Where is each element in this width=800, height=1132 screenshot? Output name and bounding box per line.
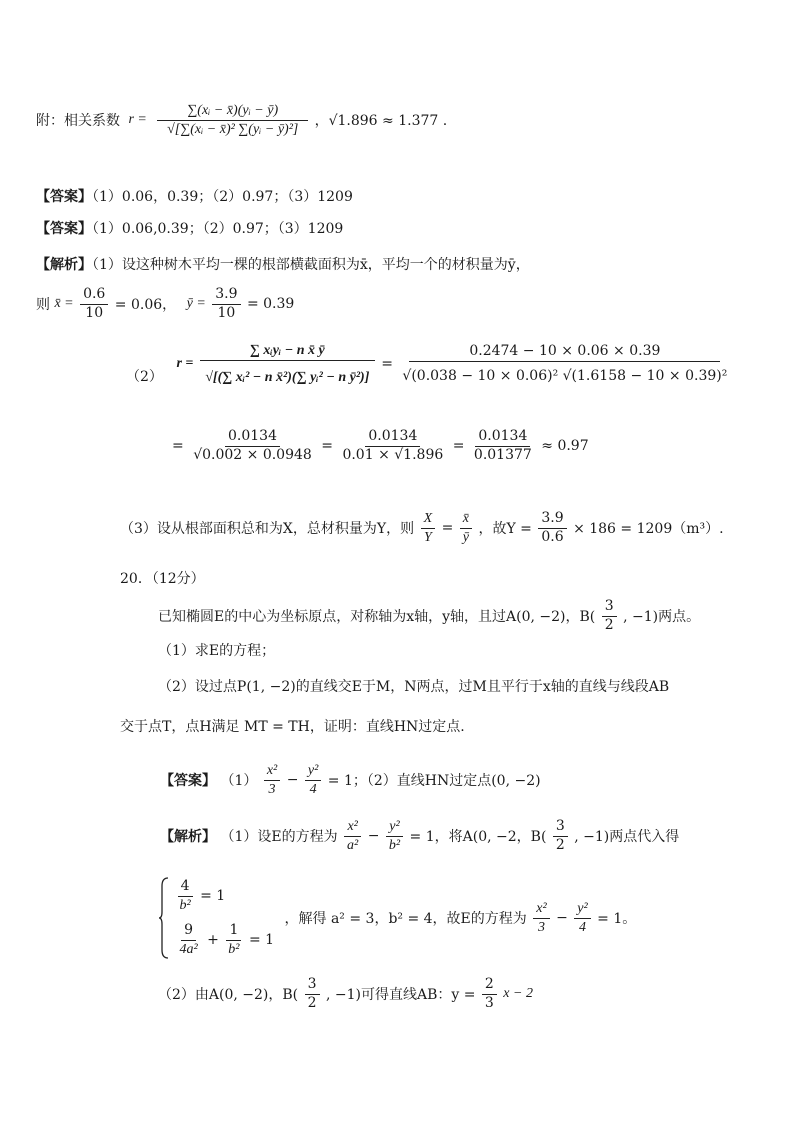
equals-sign: = <box>172 438 184 454</box>
fraction-denominator: √0.002 × 0.0948 <box>193 446 312 463</box>
appendix-lead: 附：相关系数 <box>36 113 120 129</box>
answer-tag: 【答案】 <box>160 773 216 789</box>
fraction-denominator: 0.01377 <box>473 446 532 463</box>
ratio-fraction-3 <box>538 510 566 546</box>
answer-text: = 1；（2）直线HN过定点(0, −2) <box>327 773 541 789</box>
fraction-denominator: ȳ <box>462 529 469 545</box>
fraction-numerator: 3 <box>553 818 568 837</box>
r-result: ≈ 0.97 <box>541 438 589 454</box>
fraction-numerator: 0.0134 <box>475 428 530 447</box>
fraction-numerator: 0.0134 <box>225 428 280 447</box>
xbar-fraction <box>80 286 108 322</box>
answer-part-label: （1） <box>220 773 258 789</box>
solution-text: ，解得 a² = 3，b² = 4，故E的方程为 <box>284 911 527 927</box>
equals-sign: = <box>321 438 333 454</box>
fraction-denominator: 2 <box>307 994 317 1011</box>
equals-sign: = <box>441 520 454 536</box>
stem-text: 已知椭圆E的中心为坐标原点，对称轴为x轴，y轴，且过A(0, −2)，B( <box>158 609 596 625</box>
point-b-fraction <box>553 818 568 854</box>
sub-question-2: （2）设过点P(1, −2)的直线交E于M，N两点，过M且平行于x轴的直线与线段AB <box>158 679 670 695</box>
computation-fraction-1 <box>190 428 315 464</box>
derivation-tail: x − 2 <box>503 986 533 1001</box>
analysis-tag: 【解析】 <box>160 829 216 845</box>
fraction-denominator: 0.01 × √1.896 <box>342 446 444 463</box>
fraction-denominator: b² <box>228 941 240 957</box>
question-stem <box>158 598 700 634</box>
fraction-numerator: 3.9 <box>212 286 240 305</box>
fraction-numerator: x̄ <box>460 510 472 529</box>
point-b-fraction <box>305 976 320 1012</box>
fraction-denominator: 3 <box>537 919 545 935</box>
slope-fraction <box>482 976 497 1012</box>
correlation-fraction <box>157 102 308 138</box>
fraction-numerator: 2 <box>482 976 497 995</box>
fraction-numerator: x² <box>264 762 280 781</box>
fraction-numerator: 0.0134 <box>365 428 420 447</box>
ellipse-term-y <box>305 762 321 798</box>
fraction-denominator: b² <box>179 897 191 913</box>
r-label: r = <box>176 356 194 371</box>
sqrt-note: ，√1.896 ≈ 1.377 . <box>314 113 448 129</box>
xbar-value: = 0.06， <box>114 297 177 313</box>
mean-values-line <box>36 286 294 322</box>
answer-tag: 【答案】 <box>36 221 92 237</box>
fraction-denominator: 4a² <box>179 941 198 957</box>
fraction-denominator: 2 <box>604 616 614 633</box>
fraction-denominator: b² <box>388 837 401 853</box>
correlation-denominator: √[∑(xᵢ − x̄)² ∑(yᵢ − ȳ)²] <box>167 121 299 137</box>
correlation-numerator: ∑(xᵢ − x̄)(yᵢ − ȳ) <box>157 102 308 121</box>
r-right-denominator: √(0.038 − 10 × 0.06)² √(1.6158 − 10 × 0.39)² <box>402 367 728 384</box>
analysis-line-1 <box>36 254 530 274</box>
fraction-denominator: 4 <box>309 781 317 797</box>
analysis-text: （1）设E的方程为 <box>220 829 338 845</box>
fraction-numerator: 0.6 <box>80 286 108 305</box>
answer-text: （1）0.06，0.39；（2）0.97；（3）1209 <box>92 189 353 205</box>
fraction-numerator: y² <box>305 762 321 781</box>
part3-text: （3）设从根部面积总和为X，总材积量为Y，则 <box>120 521 415 537</box>
minus-sign: − <box>286 772 299 788</box>
stem-tail: , −1)两点。 <box>623 609 701 625</box>
analysis-text: （1）设这种树木平均一棵的根部横截面积为x̄，平均一个的材积量为ȳ， <box>92 257 530 273</box>
fraction-numerator: 3 <box>305 976 320 995</box>
fraction-numerator: 4 <box>178 878 193 897</box>
fraction-denominator: 10 <box>85 304 104 321</box>
minus-sign: − <box>556 910 568 926</box>
fraction-denominator: a² <box>347 837 359 853</box>
ellipse-term-x <box>264 762 280 798</box>
r-formula-line <box>126 342 732 386</box>
part3-line <box>120 510 724 546</box>
solution-tail: = 1。 <box>597 911 637 927</box>
answer-line-3 <box>160 762 541 798</box>
result-term-x <box>533 900 549 936</box>
fraction-denominator: 3 <box>484 994 494 1011</box>
answer-text: （1）0.06,0.39；（2）0.97；（3）1209 <box>92 221 344 237</box>
fraction-numerator: X <box>421 510 436 529</box>
therefore-text: ，故Y = <box>478 521 532 537</box>
answer-line-2 <box>36 218 343 238</box>
equation-system-line <box>158 876 636 960</box>
system-row-1-fraction <box>176 878 193 914</box>
left-brace <box>158 876 170 960</box>
general-term-y <box>386 818 403 854</box>
fraction-denominator: 4 <box>579 919 586 935</box>
fraction-numerator: 3 <box>602 598 617 617</box>
system-row-1-value: = 1 <box>200 888 226 904</box>
question-number: 20．（12分） <box>120 571 205 587</box>
general-term-x <box>344 818 361 854</box>
ratio-fraction-1 <box>421 510 436 546</box>
derivation-text: , −1)可得直线AB：y = <box>325 987 476 1003</box>
analysis-line-2 <box>160 818 679 854</box>
r-right-fraction <box>399 343 730 385</box>
r-right-numerator: 0.2474 − 10 × 0.06 × 0.39 <box>409 343 720 362</box>
result-term-y <box>574 900 590 936</box>
analysis-text: = 1，将A(0, −2，B( <box>409 829 547 845</box>
system-row-2-value: = 1 <box>248 932 275 948</box>
fraction-denominator: 2 <box>555 836 565 853</box>
part-label: （2） <box>126 369 163 385</box>
minus-sign: − <box>367 828 380 844</box>
r-left-numerator: ∑ xᵢyᵢ − n x̄ ȳ <box>200 342 375 361</box>
derivation-text: （2）由A(0, −2)，B( <box>158 987 299 1003</box>
sub-question-1: （1）求E的方程； <box>158 643 276 659</box>
plus-sign: + <box>207 932 219 948</box>
ratio-fraction-2 <box>460 510 472 546</box>
equals-sign: = <box>452 438 465 454</box>
point-b-fraction <box>602 598 617 634</box>
system-row-2-fraction-a <box>176 922 200 958</box>
system-row-2-fraction-b <box>225 922 242 958</box>
computation-fraction-2 <box>339 428 446 464</box>
fraction-denominator: 0.6 <box>541 528 564 545</box>
fraction-denominator: 10 <box>217 304 236 321</box>
fraction-numerator: 9 <box>181 922 196 941</box>
analysis-text: , −1)两点代入得 <box>574 829 680 845</box>
answer-line-1 <box>36 186 353 206</box>
appendix-r-eq: r = <box>128 112 147 127</box>
ybar-label: ȳ = <box>186 296 206 311</box>
fraction-denominator: Y <box>423 529 432 545</box>
fraction-numerator: x² <box>533 900 549 919</box>
r-computation-line <box>172 428 589 464</box>
fraction-numerator: y² <box>574 900 590 919</box>
fraction-numerator: x² <box>344 818 360 837</box>
answer-tag: 【答案】 <box>36 189 92 205</box>
prefix-text: 则 <box>36 297 50 313</box>
analysis-tag: 【解析】 <box>36 257 92 273</box>
fraction-denominator: 3 <box>268 781 276 797</box>
computation-fraction-3 <box>471 428 535 464</box>
part3-result: × 186 = 1209（m³）. <box>573 521 724 537</box>
r-left-fraction <box>200 342 375 386</box>
correlation-formula-line <box>36 102 447 138</box>
ybar-value: = 0.39 <box>246 296 295 312</box>
xbar-label: x̄ = <box>54 296 74 311</box>
fraction-numerator: 3.9 <box>538 510 566 529</box>
fraction-numerator: 1 <box>226 922 241 941</box>
r-left-denominator: √[(∑ xᵢ² − n x̄²)(∑ yᵢ² − n ȳ²)] <box>205 369 370 385</box>
line-ab-derivation <box>158 976 533 1012</box>
equals-sign: = <box>381 356 393 372</box>
sub-question-2-cont: 交于点T，点H满足 MT = TH，证明：直线HN过定点. <box>120 719 465 735</box>
ybar-fraction <box>212 286 240 322</box>
fraction-numerator: y² <box>386 818 402 837</box>
